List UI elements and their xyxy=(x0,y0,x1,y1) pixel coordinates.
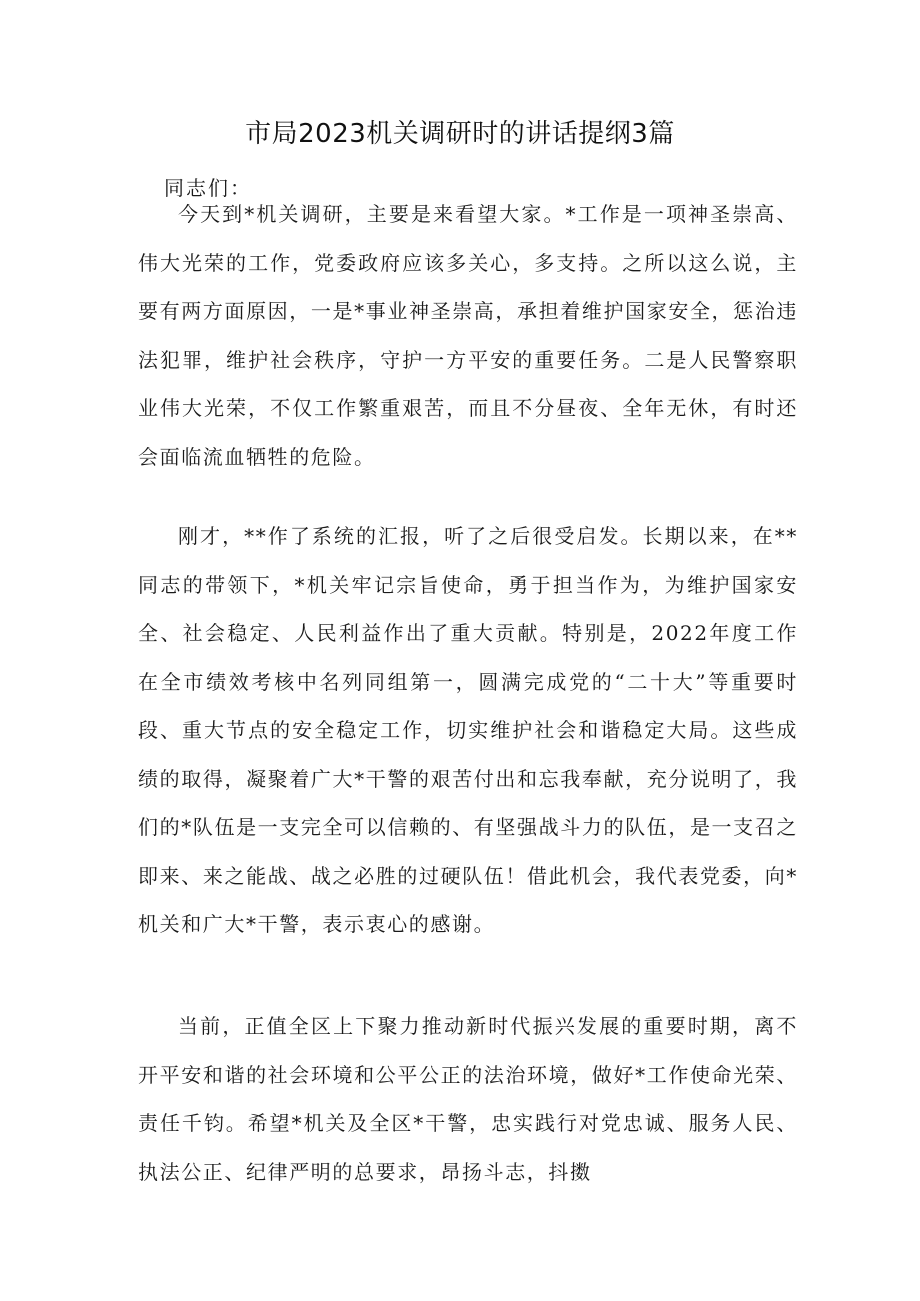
salutation: 同志们： xyxy=(164,176,252,200)
paragraph-2: 刚才，**作了系统的汇报，听了之后很受启发。长期以来，在**同志的带领下，*机关牢记宗旨使命，勇于担当作为，为维护国家安全、社会稳定、人民利益作出了重大贡献。特别是，2022年度工作在全市绩效考核中名列同组第一，圆满完成党的“二十大”等重要时段、重大节点的安全稳定工作，切实维护社会和谐稳定大局。这些成绩的取得，凝聚着广大*干警的艰苦付出和忘我奉献，充分说明了，我们的*队伍是一支完全可以信赖的、有坚强战斗力的队伍，是一支召之即来、来之能战、战之必胜的过硬队伍！借此机会，我代表党委，向*机关和广大*干警，表示衷心的感谢。 xyxy=(138,524,798,936)
document-title: 市局2023机关调研时的讲话提纲3篇 xyxy=(245,119,675,149)
paragraph-3: 当前，正值全区上下聚力推动新时代振兴发展的重要时期，离不开平安和谐的社会环境和公平公正的法治环境，做好*工作使命光荣、责任千钧。希望*机关及全区*干警，忠实践行对党忠诚、服务人民、执法公正、纪律严明的总要求，昂扬斗志，抖擞 xyxy=(138,1014,798,1184)
paragraph-1: 今天到*机关调研，主要是来看望大家。*工作是一项神圣崇高、伟大光荣的工作，党委政府应该多关心，多支持。之所以这么说，主要有两方面原因，一是*事业神圣崇高，承担着维护国家安全，惩治违法犯罪，维护社会秩序，守护一方平安的重要任务。二是人民警察职业伟大光荣，不仅工作繁重艰苦，而且不分昼夜、全年无休，有时还会面临流血牺牲的危险。 xyxy=(138,202,798,469)
